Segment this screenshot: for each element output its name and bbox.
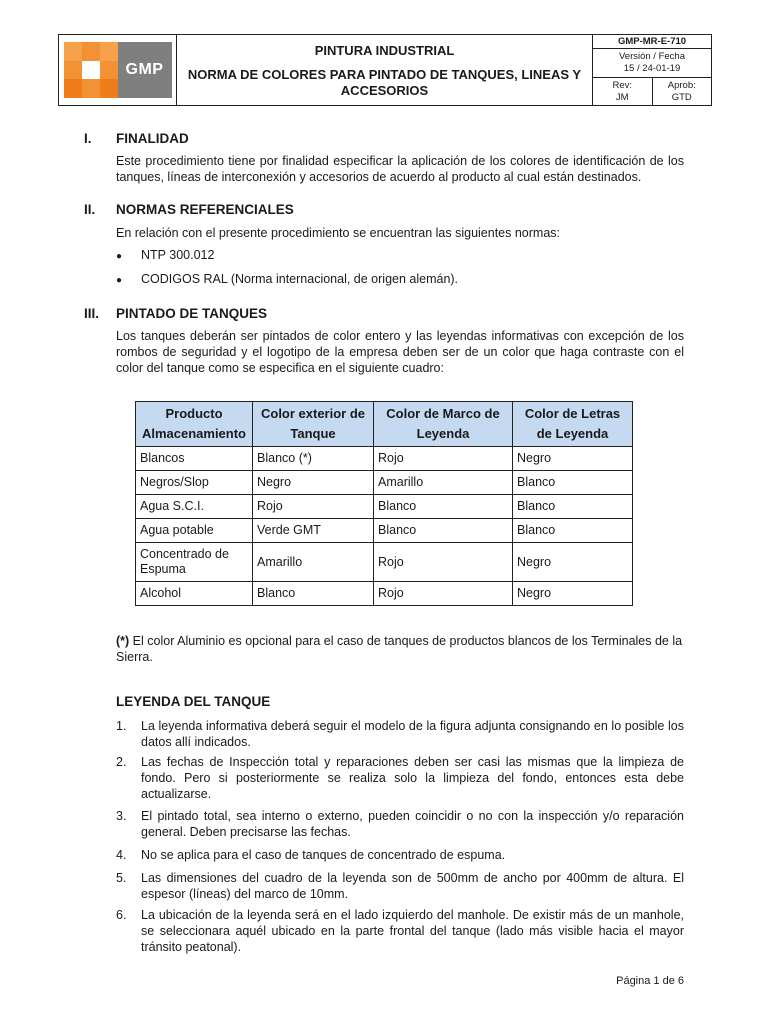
list-text: El pintado total, sea interno o externo, pueden coincidir o no con la inspección y/o reparación general. Deben precisarse las fechas. — [141, 809, 684, 839]
table-cell: Concentrado de Espuma — [136, 543, 253, 582]
table-row — [136, 447, 633, 471]
leyenda-heading: LEYENDA DEL TANQUE — [116, 694, 271, 709]
table-cell: Verde GMT — [253, 519, 374, 543]
table-cell: Rojo — [374, 447, 513, 471]
gmp-logo — [64, 42, 172, 98]
footnote-mark: (*) — [116, 634, 130, 648]
table-cell: Rojo — [374, 582, 513, 606]
page-number: Página 1 de 6 — [616, 975, 684, 987]
table-cell: Agua S.C.I. — [136, 495, 253, 519]
rev-label: Rev: — [612, 79, 633, 91]
logo-orange-mark — [64, 42, 118, 98]
column-header: Color de Letras de Leyenda — [513, 402, 633, 447]
list-item — [116, 870, 684, 902]
table-cell: Rojo — [374, 543, 513, 582]
logo-text: GMP — [118, 42, 172, 98]
version-block — [593, 49, 711, 78]
footnote-text: El color Aluminio es opcional para el caso de tanques de productos blancos de los Terminales de la Sierra. — [116, 634, 683, 664]
list-item — [116, 847, 684, 863]
section-heading-normas — [84, 202, 294, 217]
normas-paragraph: En relación con el presente procedimiento se encuentran las siguientes normas: — [116, 226, 561, 240]
logo-cell — [59, 35, 177, 105]
table-cell: Negros/Slop — [136, 471, 253, 495]
table-header-row — [136, 402, 633, 447]
document-title: NORMA DE COLORES PARA PINTADO DE TANQUES, LINEAS Y ACCESORIOS — [187, 66, 582, 98]
table-cell: Blanco — [513, 471, 633, 495]
document-category: PINTURA INDUSTRIAL — [314, 43, 455, 59]
list-text: Las fechas de Inspección total y reparaciones deben ser casi las mismas que la limpieza de fondo. Pero si posteriormente se realiza solo la limpieza del fondo, entonces esta debe actualizarse. — [141, 755, 684, 801]
table-cell: Rojo — [253, 495, 374, 519]
list-number: 1. — [116, 719, 127, 733]
table-cell: Blancos — [136, 447, 253, 471]
aprob-label: Aprob: — [667, 79, 696, 91]
bullet-icon: ● — [116, 251, 123, 262]
rev-value: JM — [615, 91, 629, 103]
list-item — [116, 754, 684, 802]
aprob-block — [653, 78, 712, 105]
approval-block — [593, 78, 711, 105]
table-cell: Agua potable — [136, 519, 253, 543]
section-number: III. — [84, 306, 100, 321]
list-text: La ubicación de la leyenda será en el lado izquierdo del manhole. De existir más de un manhole, se seleccionara aquél ubicado en la parte frontal del tanque (lado más visible hacia el mayor tránsito peatonal). — [141, 908, 684, 954]
bullet-icon: ● — [116, 275, 123, 286]
version-value: 15 / 24-01-19 — [623, 63, 681, 74]
list-item — [116, 907, 684, 955]
table-row — [136, 582, 633, 606]
table-row — [136, 519, 633, 543]
table-row — [136, 471, 633, 495]
document-header — [58, 34, 712, 106]
list-text: Las dimensiones del cuadro de la leyenda son de 500mm de ancho por 400mm de altura. El espesor (líneas) del marco de 10mm. — [141, 871, 684, 901]
title-cell — [177, 35, 593, 105]
table-cell: Blanco — [374, 519, 513, 543]
finalidad-paragraph: Este procedimiento tiene por finalidad especificar la aplicación de los colores de identificación de los tanques, líneas de interconexión y accesorios de acuerdo al producto al cual están destinados. — [116, 154, 684, 184]
list-number: 3. — [116, 809, 127, 823]
section-title: PINTADO DE TANQUES — [116, 306, 268, 321]
section-title: NORMAS REFERENCIALES — [116, 202, 294, 217]
table-cell: Negro — [513, 582, 633, 606]
column-header: Producto Almacenamiento — [136, 402, 253, 447]
document-code: GMP-MR-E-710 — [593, 35, 711, 49]
list-item — [116, 808, 684, 840]
aprob-value: GTD — [671, 91, 692, 103]
column-header: Color de Marco de Leyenda — [374, 402, 513, 447]
section-heading-finalidad — [84, 131, 189, 146]
table-cell: Negro — [253, 471, 374, 495]
meta-cell — [593, 35, 711, 105]
color-table — [135, 401, 633, 606]
section-number: I. — [84, 131, 92, 146]
table-cell: Blanco — [513, 519, 633, 543]
table-row — [136, 495, 633, 519]
column-header: Color exterior de Tanque — [253, 402, 374, 447]
list-number: 6. — [116, 908, 127, 922]
list-text: La leyenda informativa deberá seguir el modelo de la figura adjunta consignando en lo posible los datos allí indicados. — [141, 719, 684, 749]
table-cell: Amarillo — [253, 543, 374, 582]
list-item: ● NTP 300.012 — [116, 248, 215, 262]
version-label: Versión / Fecha — [618, 51, 685, 62]
table-footnote — [116, 633, 684, 665]
list-number: 5. — [116, 871, 127, 885]
section-number: II. — [84, 202, 96, 217]
table-cell: Negro — [513, 447, 633, 471]
rev-block — [593, 78, 653, 105]
table-row — [136, 543, 633, 582]
table-cell: Amarillo — [374, 471, 513, 495]
list-number: 4. — [116, 848, 127, 862]
list-item — [116, 718, 684, 750]
list-number: 2. — [116, 755, 127, 769]
table-cell: Negro — [513, 543, 633, 582]
section-title: FINALIDAD — [116, 131, 189, 146]
list-text: No se aplica para el caso de tanques de concentrado de espuma. — [141, 848, 506, 862]
table-cell: Blanco — [374, 495, 513, 519]
table-cell: Alcohol — [136, 582, 253, 606]
table-cell: Blanco — [253, 582, 374, 606]
list-item: ● CODIGOS RAL (Norma internacional, de origen alemán). — [116, 272, 459, 286]
table-cell: Blanco — [513, 495, 633, 519]
table-cell: Blanco (*) — [253, 447, 374, 471]
section-heading-pintado — [84, 306, 267, 321]
pintado-paragraph: Los tanques deberán ser pintados de color entero y las leyendas informativas con excepción de los rombos de seguridad y el logotipo de la empresa deben ser de un color que haga contraste con el color del tanque como se especifica en el siguiente cuadro: — [116, 329, 684, 375]
